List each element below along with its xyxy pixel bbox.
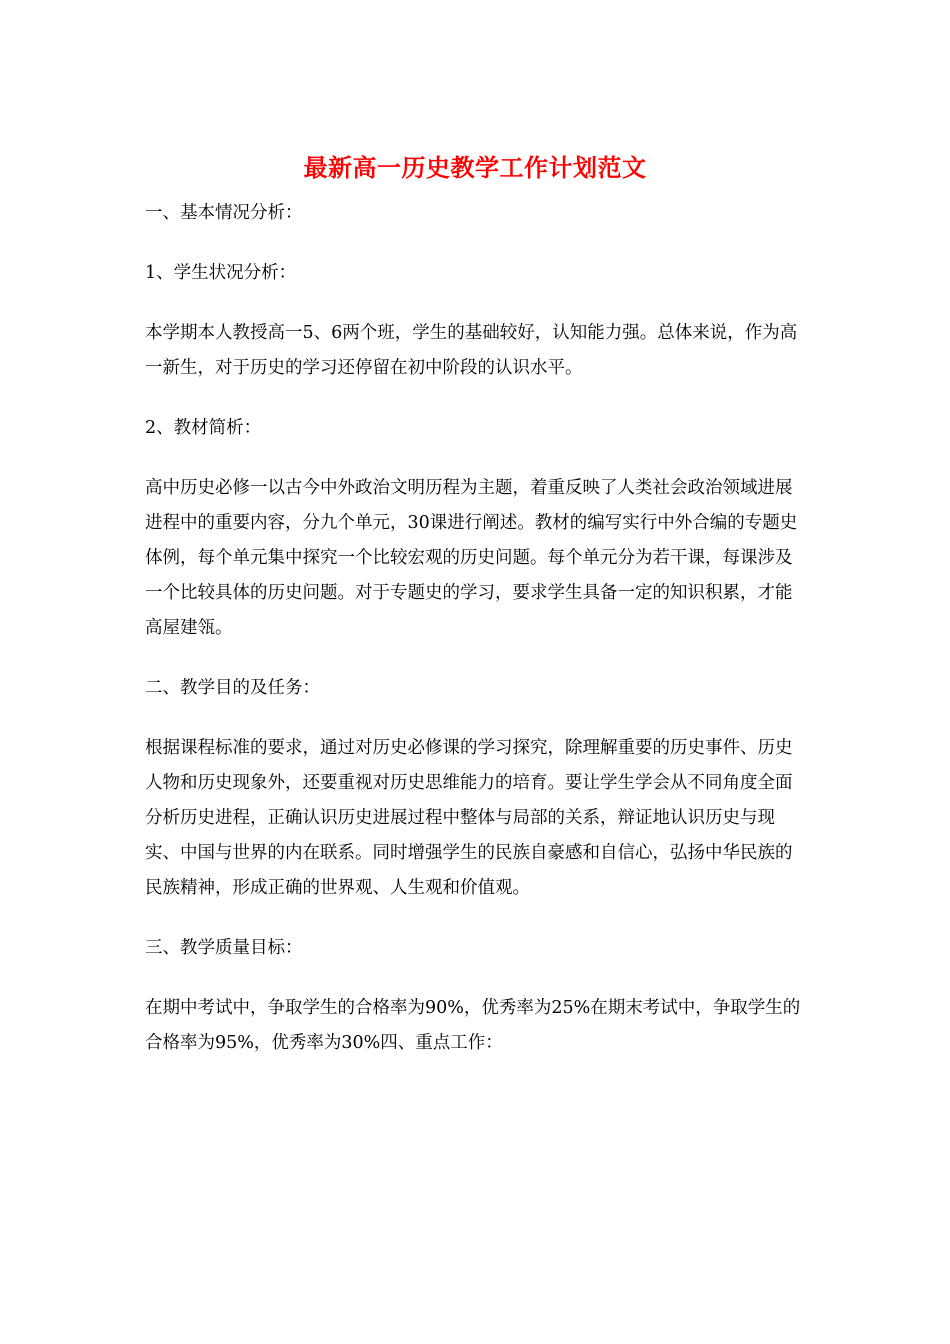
paragraph-quality-targets: 在期中考试中，争取学生的合格率为90%，优秀率为25%在期末考试中，争取学生的合格率为95%，优秀率为30%四、重点工作：: [145, 998, 801, 1053]
section-heading-teaching-goals: 二、教学目的及任务：: [145, 678, 320, 698]
spacer: [145, 231, 805, 256]
spacer: [145, 646, 805, 671]
document-title: 最新高一历史教学工作计划范文: [303, 153, 647, 182]
spacer: [145, 291, 805, 316]
subheading-student-analysis: 1、学生状况分析：: [145, 263, 297, 283]
paragraph-student-analysis: 本学期本人教授高一5、6两个班，学生的基础较好，认知能力强。总体来说，作为高一新生，对于历史的学习还停留在初中阶段的认识水平。: [145, 323, 798, 378]
paragraph-textbook-analysis: 高中历史必修一以古今中外政治文明历程为主题，着重反映了人类社会政治领域进展进程中的重要内容，分九个单元，30课进行阐述。教材的编写实行中外合编的专题史体例，每个单元集中探究一个比较宏观的历史问题。每个单元分为若干课，每课涉及一个比较具体的历史问题。对于专题史的学习，要求学生具备一定的知识积累，才能高屋建瓴。: [145, 478, 798, 638]
subheading-textbook-analysis: 2、教材简析：: [145, 418, 262, 438]
section-heading-basic-situation: 一、基本情况分析：: [145, 203, 303, 223]
document-body: [145, 196, 805, 1061]
section-heading-quality-targets: 三、教学质量目标：: [145, 938, 303, 958]
spacer: [145, 446, 805, 471]
spacer: [145, 906, 805, 931]
spacer: [145, 966, 805, 991]
paragraph-teaching-goals: 根据课程标准的要求，通过对历史必修课的学习探究，除理解重要的历史事件、历史人物和历史现象外，还要重视对历史思维能力的培育。要让学生学会从不同角度全面分析历史进程，正确认识历史进展过程中整体与局部的关系，辩证地认识历史与现实、中国与世界的内在联系。同时增强学生的民族自豪感和自信心，弘扬中华民族的民族精神，形成正确的世界观、人生观和价值观。: [145, 738, 793, 898]
spacer: [145, 706, 805, 731]
spacer: [145, 386, 805, 411]
